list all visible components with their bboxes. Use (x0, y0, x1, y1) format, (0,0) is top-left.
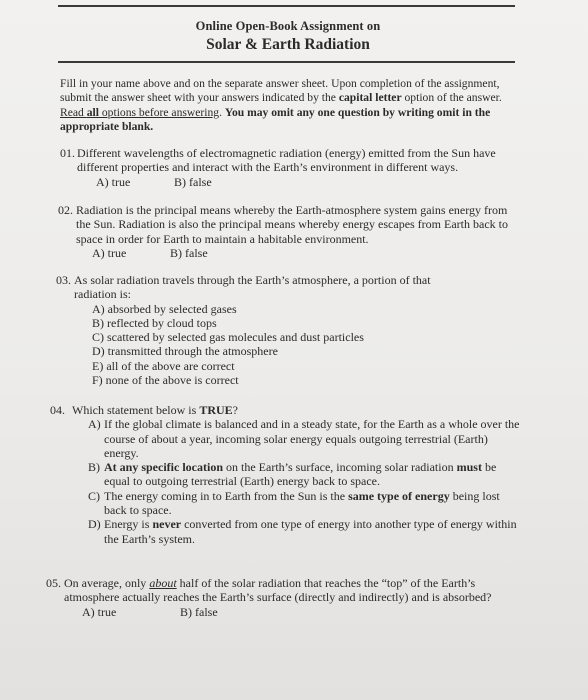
option-text-2: converted from one type of energy into another type of energy within the Earth’s system. (104, 517, 517, 546)
option-letter: D) (88, 517, 101, 532)
question-emphasis: about (149, 576, 177, 590)
option-text-2: be equal to outgoing terrestrial (Earth) energy back to space. (104, 460, 497, 489)
top-rule (58, 5, 515, 7)
option-text: The energy coming in to Earth from the Sun is the (104, 488, 349, 503)
option-d (50, 517, 520, 546)
option-letter: A) (88, 417, 101, 432)
question-03 (56, 273, 476, 387)
option-b: B) false (180, 604, 218, 619)
underlined-bold: all (86, 105, 99, 119)
option-a: A) true (96, 174, 131, 189)
title-rule (58, 61, 515, 63)
question-number: 01. (60, 146, 75, 160)
question-number: 02. (58, 203, 73, 217)
question-text: Different wavelengths of electromagnetic radiation (energy) emitted from the Sun have different properties and interact with the Earth’s environment in different ways. (77, 146, 496, 175)
question-stem (60, 146, 515, 175)
instructions-text-3: . (219, 105, 225, 119)
question-04 (50, 403, 520, 546)
instructions-text-2: option of the answer. (401, 91, 502, 105)
option-text-2: being lost back to space. (104, 488, 500, 518)
instructions-paragraph (60, 77, 520, 134)
option-a (50, 417, 520, 460)
question-stem (58, 203, 510, 246)
answer-options (60, 175, 515, 189)
option-text: If the global climate is balanced and in a steady state, for the Earth as a whole over the course of about a year, incoming solar energy equals outgoing terrestrial (Earth) energy. (104, 417, 520, 460)
option-text: on the Earth’s surface, incoming solar radiation (223, 460, 457, 475)
option-f: F) none of the above is correct (92, 373, 239, 388)
title-line-1: Online Open-Book Assignment on (195, 19, 381, 33)
question-number: 05. (46, 576, 61, 590)
option-b: B) false (174, 174, 212, 189)
question-number: 03. (56, 273, 71, 287)
option-b (50, 460, 520, 489)
option-a: A) absorbed by selected gases (92, 301, 237, 316)
option-d: D) transmitted through the atmosphere (92, 344, 278, 359)
answer-options (46, 605, 496, 619)
answer-options (50, 417, 520, 546)
question-stem (50, 403, 520, 417)
question-stem (56, 273, 476, 302)
question-02 (58, 203, 510, 260)
underlined-text-b: options before answering (98, 105, 220, 119)
option-bold: never (152, 517, 182, 532)
document-title (0, 19, 582, 54)
title-line-2: Solar & Earth Radiation (206, 36, 370, 53)
option-text: Energy is (104, 517, 153, 532)
option-c (50, 489, 520, 518)
option-letter: B) (88, 460, 100, 475)
option-bold-2: must (456, 460, 482, 475)
option-bold: At any specific location (104, 460, 223, 475)
instructions-text-1: Fill in your name above and on the separate answer sheet. Upon completion of the assignment, submit the answer sheet with your answers indicated by the (60, 77, 500, 105)
instructions-bold-1: capital letter (338, 91, 402, 105)
question-text-end: half of the solar radiation that reaches the “top” of the Earth’s atmosphere actually reaches the Earth’s surface (directly and indirectly) and is absorbed? (64, 576, 492, 605)
option-b: B) false (170, 245, 208, 260)
option-letter: C) (88, 488, 100, 503)
option-e: E) all of the above are correct (92, 358, 235, 373)
instructions-bold-2: You may omit any one question by writing omit in the appropriate blank. (60, 105, 491, 133)
instructions-underlined (60, 106, 219, 119)
question-stem (46, 576, 496, 605)
question-05 (46, 576, 496, 619)
answer-options (56, 302, 476, 388)
question-01 (60, 146, 515, 189)
question-text: Which statement below is (72, 403, 200, 417)
question-number: 04. (50, 403, 65, 417)
question-text: On average, only (64, 576, 150, 590)
question-text: As solar radiation travels through the Earth’s atmosphere, a portion of that radiation is: (74, 273, 431, 302)
option-a: A) true (82, 604, 117, 619)
question-text-end: ? (232, 403, 238, 417)
option-c: C) scattered by selected gas molecules and dust particles (92, 330, 364, 345)
question-text: Radiation is the principal means whereby the Earth-atmosphere system gains energy from the Sun. Radiation is also the principal means whereby energy escapes from Earth back to space in order for Earth to maintain a habitable environment. (76, 203, 508, 246)
option-b: B) reflected by cloud tops (92, 315, 217, 330)
question-emphasis: TRUE (199, 403, 233, 417)
answer-options (58, 246, 510, 260)
option-a: A) true (92, 245, 127, 260)
option-bold: same type of energy (348, 488, 450, 503)
underlined-text-a: Read (60, 105, 87, 119)
